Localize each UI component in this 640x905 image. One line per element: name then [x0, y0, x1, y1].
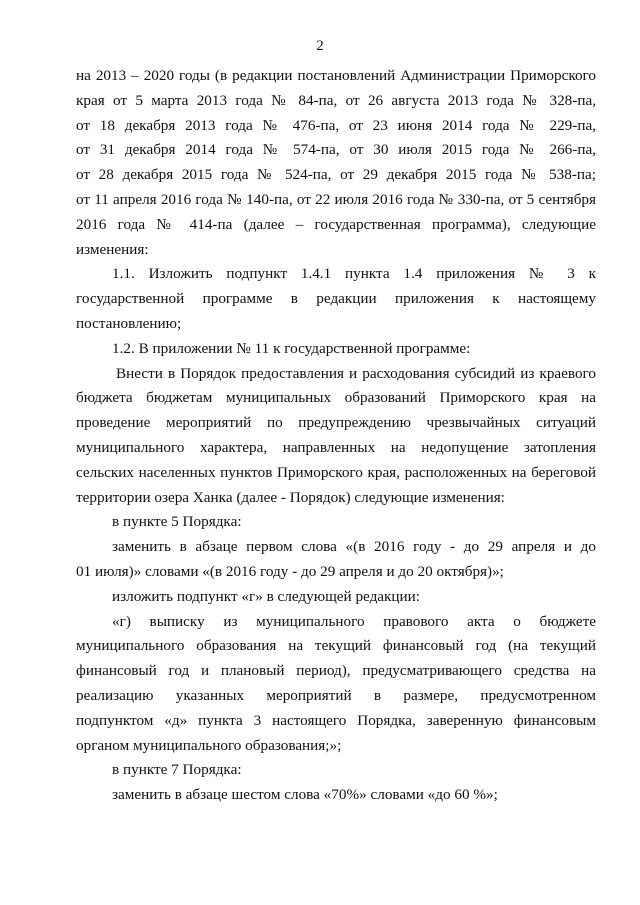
text-line: заменить в абзаце первом слова «(в 2016 году - до 29 апреля и до: [112, 538, 596, 556]
text-line: изменения:: [76, 240, 149, 258]
text-line: финансовый год и плановый период), предусматривающего средства на: [76, 662, 596, 680]
document-body: [76, 64, 596, 808]
text-line: государственной программе в редакции приложения к настоящему: [76, 290, 596, 308]
text-line: бюджета бюджетам муниципальных образований Приморского края на: [76, 389, 596, 407]
text-line: от 11 апреля 2016 года № 140-па, от 22 июля 2016 года № 330-па, от 5 сентября: [76, 190, 596, 208]
text-line: 1.2. В приложении № 11 к государственной программе:: [112, 339, 471, 357]
text-line: проведение мероприятий по предупреждению чрезвычайных ситуаций: [76, 414, 596, 432]
text-line: Внести в Порядок предоставления и расходования субсидий из краевого: [116, 364, 596, 382]
text-line: от 31 декабря 2014 года № 574-па, от 30 июля 2015 года № 266-па,: [76, 141, 596, 159]
text-line: реализацию указанных мероприятий в размере, предусмотренном: [76, 686, 596, 704]
text-line: «г) выписку из муниципального правового акта о бюджете: [112, 612, 596, 630]
text-line: 01 июля)» словами «(в 2016 году - до 29 апреля и до 20 октября)»;: [76, 562, 504, 580]
text-line: в пункте 7 Порядка:: [112, 761, 242, 779]
text-line: заменить в абзаце шестом слова «70%» словами «до 60 %»;: [112, 786, 498, 804]
text-line: на 2013 – 2020 годы (в редакции постановлений Администрации Приморского: [76, 67, 596, 84]
text-line: муниципального характера, направленных на недопущение затопления: [76, 438, 596, 456]
text-line: от 28 декабря 2015 года № 524-па, от 29 декабря 2015 года № 538-па;: [76, 166, 596, 184]
text-line: 1.1. Изложить подпункт 1.4.1 пункта 1.4 приложения № 3 к: [112, 265, 596, 283]
text-line: от 18 декабря 2013 года № 476-па, от 23 июня 2014 года № 229-па,: [76, 116, 596, 134]
text-line: органом муниципального образования;»;: [76, 736, 342, 754]
text-line: сельских населенных пунктов Приморского края, расположенных на береговой: [76, 463, 596, 481]
page-number: 2: [316, 38, 324, 54]
text-line: края от 5 марта 2013 года № 84-па, от 26 августа 2013 года № 328-па,: [76, 91, 596, 109]
text-line: муниципального образования на текущий финансовый год (на текущий: [76, 637, 596, 655]
text-line: территории озера Ханка (далее - Порядок) следующие изменения:: [76, 488, 505, 506]
text-line: в пункте 5 Порядка:: [112, 513, 242, 531]
text-line: постановлению;: [76, 314, 182, 332]
text-line: подпунктом «д» пункта 3 настоящего Порядка, заверенную финансовым: [76, 711, 596, 729]
text-line: изложить подпункт «г» в следующей редакции:: [112, 587, 421, 605]
text-line: 2016 года № 414-па (далее – государственная программа), следующие: [76, 215, 596, 233]
